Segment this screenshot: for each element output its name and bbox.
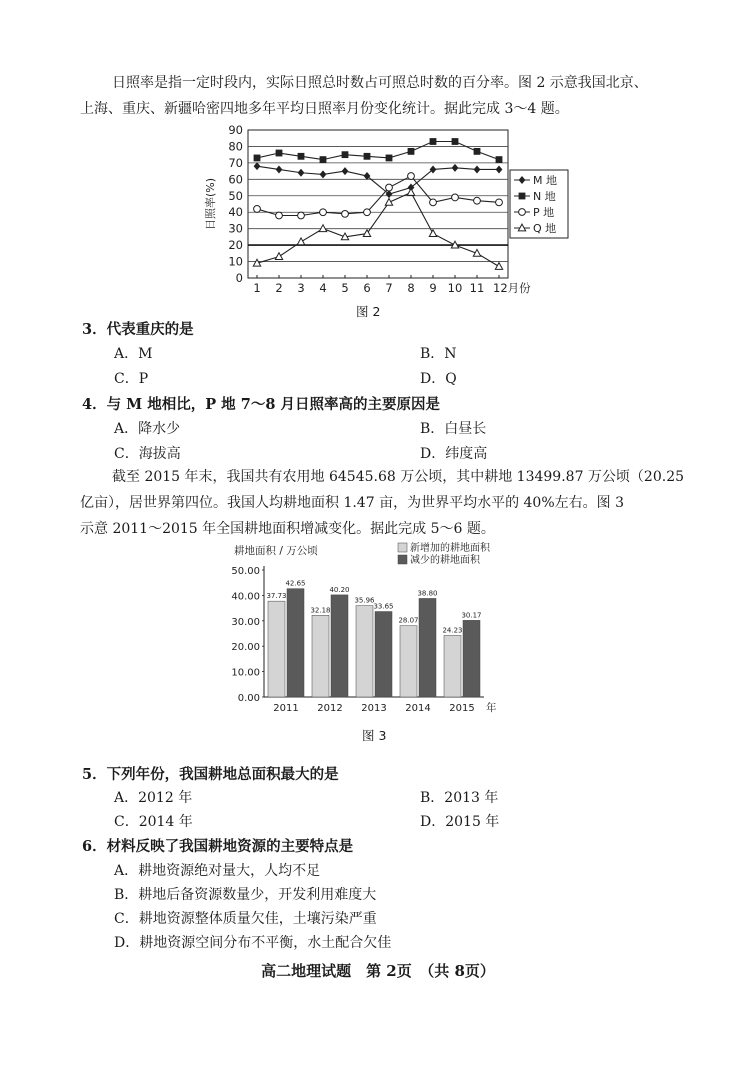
y-tick-label: 30 [228, 221, 243, 236]
data-point [495, 263, 502, 270]
data-point [320, 209, 327, 216]
y-tick-label: 60 [228, 172, 243, 187]
series-1 [254, 162, 503, 198]
question-6-option-c[interactable]: C．耕地资源整体质量欠佳，土壤污染严重 [114, 911, 377, 927]
data-point [364, 153, 371, 160]
y-tick-label: 90 [228, 123, 243, 137]
x-tick-label: 1 [253, 281, 261, 295]
bar-value-label: 30.17 [461, 611, 482, 620]
question-6-title: 6．材料反映了我国耕地资源的主要特点是 [82, 838, 354, 855]
data-point [276, 165, 283, 173]
x-tick-label: 3 [297, 281, 305, 295]
bar [356, 606, 373, 697]
intro-1-line-2: 上海、重庆、新疆哈密四地多年平均日照率月份变化统计。据此完成 3～4 题。 [80, 101, 569, 117]
question-6-option-b[interactable]: B．耕地后备资源数量少，开发利用难度大 [114, 887, 377, 903]
bar-value-label: 24.23 [442, 626, 463, 635]
question-4-option-a[interactable]: A．降水少 [114, 421, 181, 437]
series-line [257, 166, 499, 194]
data-point [254, 162, 261, 170]
question-6-option-d[interactable]: D．耕地资源空间分布不平衡，水土配合欠佳 [114, 935, 392, 951]
x-tick-label: 8 [407, 281, 415, 295]
bar [463, 620, 480, 697]
x-axis-label: 年 [486, 702, 497, 714]
data-point [276, 150, 283, 157]
bar [444, 635, 461, 697]
data-point [320, 170, 327, 178]
data-point [452, 164, 459, 172]
y-tick-label: 20 [228, 238, 243, 253]
bar [287, 589, 304, 697]
legend-label: M 地 [533, 174, 557, 187]
x-tick-label: 6 [363, 281, 371, 295]
legend-label: 减少的耕地面积 [410, 555, 480, 566]
data-point [474, 197, 481, 204]
question-4-option-c[interactable]: C．海拔高 [114, 446, 181, 462]
series-line [257, 142, 499, 160]
series-line [257, 192, 499, 266]
question-5-option-b[interactable]: B．2013 年 [420, 790, 499, 806]
data-point [496, 156, 503, 163]
x-tick-label: 2013 [361, 703, 387, 714]
intro-1-line-1: 日照率是指一定时段内，实际日照总时数占可照总时数的百分率。图 2 示意我国北京、 [112, 75, 648, 91]
data-point [385, 198, 392, 205]
data-point [408, 148, 415, 155]
data-point [275, 253, 282, 260]
data-point [452, 138, 459, 145]
intro-2-line-2: 亿亩），居世界第四位。我国人均耕地面积 1.47 亩，为世界平均水平的 40%左右。图 3 [80, 495, 624, 511]
data-point [407, 189, 414, 196]
legend-swatch [398, 543, 407, 552]
bar-value-label: 35.96 [354, 596, 375, 605]
question-3-option-d[interactable]: D．Q [420, 371, 457, 387]
question-3-option-c[interactable]: C．P [114, 371, 149, 387]
y-tick-label: 50.00 [231, 566, 260, 577]
x-tick-label: 2 [275, 281, 283, 295]
x-tick-label: 10 [447, 281, 463, 295]
bar-value-label: 40.20 [329, 585, 350, 594]
x-tick-label: 5 [341, 281, 349, 295]
y-tick-label: 0 [235, 271, 243, 285]
legend-swatch [398, 555, 407, 564]
data-point [386, 155, 393, 162]
question-4-option-d[interactable]: D．纬度高 [420, 446, 488, 462]
data-point [254, 206, 261, 213]
data-point [297, 238, 304, 245]
y-tick-label: 70 [228, 155, 243, 170]
intro-2-line-3: 示意 2011～2015 年全国耕地面积增减变化。据此完成 5～6 题。 [80, 521, 495, 537]
data-point [254, 155, 261, 162]
x-tick-label: 12月份 [493, 281, 531, 295]
legend-label: P 地 [533, 206, 555, 219]
x-tick-label: 7 [385, 281, 393, 295]
bar [268, 601, 285, 697]
y-tick-label: 40 [228, 205, 243, 220]
bar-value-label: 28.07 [398, 616, 419, 625]
question-6-option-a[interactable]: A．耕地资源绝对量大，人均不足 [114, 863, 321, 879]
y-axis-label: 日照率(%) [204, 177, 217, 231]
legend-label: Q 地 [533, 222, 557, 235]
intro-paragraph-1 [80, 70, 692, 122]
question-5-option-a[interactable]: A．2012 年 [114, 790, 193, 806]
x-tick-label: 2011 [273, 703, 299, 714]
y-tick-label: 40.00 [231, 591, 260, 603]
question-3-option-b[interactable]: B．N [420, 346, 457, 362]
data-point [430, 165, 437, 173]
intro-paragraph-2 [80, 464, 692, 542]
question-5-option-c[interactable]: C．2014 年 [114, 814, 193, 830]
bar-value-label: 38.80 [417, 589, 438, 598]
question-4-title: 4．与 M 地相比，P 地 7～8 月日照率高的主要原因是 [82, 396, 440, 413]
legend-marker [519, 209, 526, 216]
y-tick-label: 0.00 [237, 693, 260, 704]
data-point [320, 156, 327, 163]
bar [419, 598, 436, 697]
y-tick-label: 20.00 [231, 642, 260, 654]
page-footer: 高二地理试题 第 2页 （共 8页） [261, 962, 495, 980]
figure-3-chart [222, 540, 522, 720]
legend-label: 新增加的耕地面积 [410, 543, 490, 554]
figure-3-caption: 图 3 [362, 728, 387, 743]
bar [400, 626, 417, 697]
data-point [408, 173, 415, 180]
data-point [319, 225, 326, 232]
data-point [386, 184, 393, 191]
x-tick-label: 4 [319, 281, 327, 295]
x-tick-label: 11 [469, 281, 485, 295]
series-2 [254, 138, 503, 163]
y-axis-label: 耕地面积 / 万公顷 [234, 545, 318, 557]
question-3-option-a[interactable]: A．M [114, 346, 153, 362]
data-point [496, 199, 503, 206]
y-tick-label: 10.00 [231, 667, 260, 679]
data-point [298, 169, 305, 177]
bar [375, 612, 392, 697]
data-point [430, 199, 437, 206]
data-point [342, 151, 349, 158]
intro-2-line-1: 截至 2015 年末，我国共有农用地 64545.68 万公顷，其中耕地 13499.87 万公顷（20.25 [112, 469, 685, 485]
bar-value-label: 33.65 [373, 602, 394, 611]
data-point [364, 172, 371, 180]
data-point [496, 165, 503, 173]
question-5-option-d[interactable]: D．2015 年 [420, 814, 500, 830]
y-tick-label: 80 [228, 139, 243, 154]
data-point [298, 153, 305, 160]
data-point [474, 165, 481, 173]
question-5-title: 5．下列年份，我国耕地总面积最大的是 [82, 766, 339, 783]
question-4-option-b[interactable]: B．白昼长 [420, 421, 487, 437]
y-tick-label: 50 [228, 188, 243, 203]
figure-2-caption: 图 2 [356, 304, 381, 319]
data-point [474, 148, 481, 155]
data-point [429, 230, 436, 237]
data-point [276, 212, 283, 219]
data-point [430, 138, 437, 145]
y-tick-label: 10 [228, 254, 243, 269]
legend-label: N 地 [533, 190, 556, 203]
bar [331, 595, 348, 697]
x-tick-label: 2012 [317, 703, 343, 714]
data-point [342, 167, 349, 175]
bar-value-label: 42.65 [285, 579, 306, 588]
data-point [452, 194, 459, 201]
data-point [298, 212, 305, 219]
plot-frame [248, 130, 508, 278]
y-tick-label: 30.00 [231, 616, 260, 628]
bar-value-label: 32.18 [310, 606, 331, 615]
bar-value-label: 37.73 [266, 592, 287, 601]
bar [312, 615, 329, 697]
legend-marker [519, 193, 526, 200]
data-point [364, 209, 371, 216]
x-tick-label: 9 [429, 281, 437, 295]
figure-2-chart [200, 122, 620, 297]
x-tick-label: 2015 [449, 703, 475, 714]
x-tick-label: 2014 [405, 703, 431, 714]
question-3-title: 3．代表重庆的是 [82, 321, 194, 338]
data-point [342, 210, 349, 217]
